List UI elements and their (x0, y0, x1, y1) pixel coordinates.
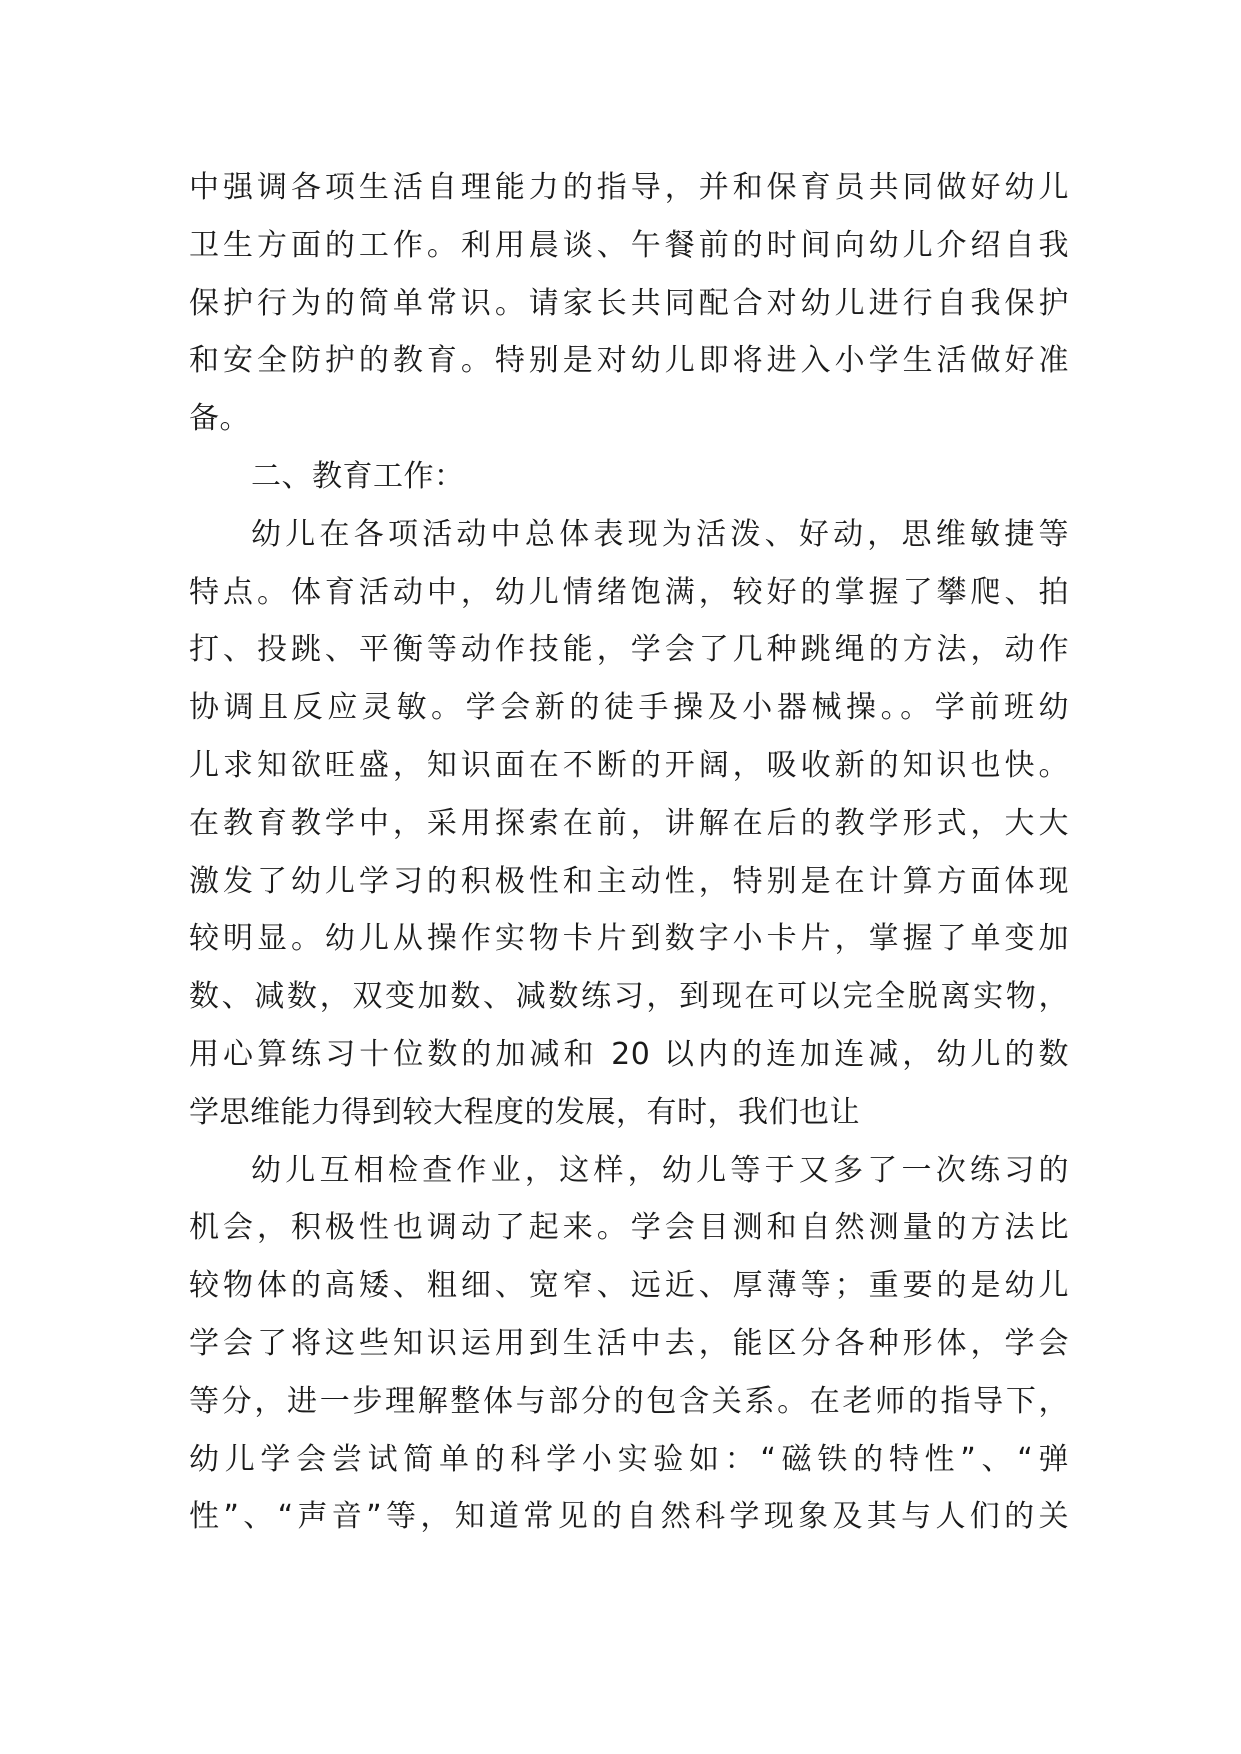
text-line: 备。 (189, 401, 250, 437)
text-line: 幼儿学会尝试简单的科学小实验如：“磁铁的特性”、“弹 (189, 1441, 1069, 1477)
text-line: 性”、“声音”等，知道常见的自然科学现象及其与人们的关 (189, 1499, 1069, 1535)
text-line: 幼儿在各项活动中总体表现为活泼、好动，思维敏捷等 (251, 516, 1069, 552)
text-line: 二、教育工作： (251, 458, 465, 494)
text-line: 在教育教学中，采用探索在前，讲解在后的教学形式，大大 (189, 805, 1069, 841)
text-line: 卫生方面的工作。利用晨谈、午餐前的时间向幼儿介绍自我 (189, 227, 1069, 263)
document-body (189, 159, 1069, 1546)
text-line: 学会了将这些知识运用到生活中去，能区分各种形体，学会 (189, 1325, 1069, 1361)
text-line: 保护行为的简单常识。请家长共同配合对幼儿进行自我保护 (189, 285, 1069, 321)
text-line: 等分，进一步理解整体与部分的包含关系。在老师的指导下， (189, 1383, 1069, 1419)
text-line: 激发了幼儿学习的积极性和主动性，特别是在计算方面体现 (189, 863, 1069, 899)
text-line: 和安全防护的教育。特别是对幼儿即将进入小学生活做好准 (189, 343, 1069, 379)
text-line: 幼儿互相检查作业，这样，幼儿等于又多了一次练习的 (251, 1152, 1069, 1188)
text-line: 中强调各项生活自理能力的指导，并和保育员共同做好幼儿 (189, 170, 1069, 205)
text-line: 特点。体育活动中，幼儿情绪饱满，较好的掌握了攀爬、拍 (189, 574, 1069, 610)
text-line: 学思维能力得到较大程度的发展，有时，我们也让 (189, 1094, 860, 1130)
text-line: 较物体的高矮、粗细、宽窄、远近、厚薄等；重要的是幼儿 (189, 1268, 1069, 1304)
text-line: 数、减数，双变加数、减数练习，到现在可以完全脱离实物， (189, 979, 1069, 1015)
text-line: 打、投跳、平衡等动作技能，学会了几种跳绳的方法，动作 (189, 632, 1069, 668)
text-line: 较明显。幼儿从操作实物卡片到数字小卡片，掌握了单变加 (189, 921, 1069, 957)
text-line: 儿求知欲旺盛，知识面在不断的开阔，吸收新的知识也快。 (189, 747, 1069, 783)
text-line: 用心算练习十位数的加减和 20 以内的连加连减，幼儿的数 (189, 1036, 1069, 1072)
text-line: 协调且反应灵敏。学会新的徒手操及小器械操。。学前班幼 (189, 690, 1069, 726)
text-line: 机会，积极性也调动了起来。学会目测和自然测量的方法比 (189, 1210, 1069, 1246)
